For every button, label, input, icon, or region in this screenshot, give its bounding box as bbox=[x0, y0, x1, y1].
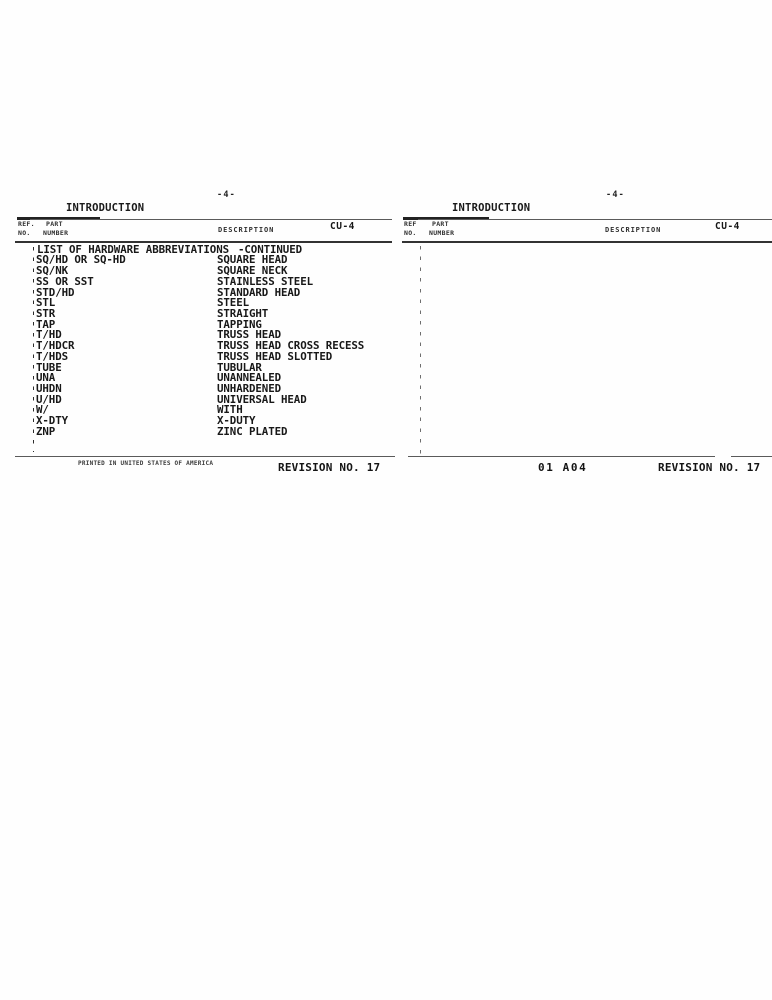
col-no-label: NO. bbox=[404, 228, 417, 237]
desc-cell: UNHARDENED bbox=[217, 382, 282, 396]
footer-rule-right-segment bbox=[731, 456, 772, 457]
col-description-label: DESCRIPTION bbox=[218, 226, 275, 234]
page-number: -4- bbox=[217, 190, 236, 200]
abbr-cell: UNA bbox=[36, 371, 56, 385]
col-no-label: NO. bbox=[18, 228, 31, 237]
desc-cell: ZINC PLATED bbox=[217, 424, 288, 438]
col-ref-label: REF. bbox=[18, 219, 35, 228]
desc-cell: TRUSS HEAD bbox=[217, 328, 282, 342]
abbr-cell: T/HD bbox=[36, 328, 62, 342]
col-number-label: NUMBER bbox=[429, 228, 455, 237]
col-ref-label: REF bbox=[404, 219, 417, 228]
abbr-cell: SS OR SST bbox=[36, 274, 94, 288]
footer-rule-left-segment bbox=[408, 456, 715, 457]
printed-in-usa-note: PRINTED IN UNITED STATES OF AMERICA bbox=[78, 459, 214, 467]
desc-cell: STANDARD HEAD bbox=[217, 285, 301, 299]
col-part-label: PART bbox=[432, 219, 449, 228]
abbr-cell: STL bbox=[36, 296, 56, 310]
footer-rule bbox=[15, 456, 395, 457]
revision-number: REVISION NO. 17 bbox=[658, 461, 761, 474]
desc-cell: TRUSS HEAD SLOTTED bbox=[217, 349, 333, 363]
desc-cell: STRAIGHT bbox=[217, 306, 269, 320]
desc-cell: TRUSS HEAD CROSS RECESS bbox=[217, 339, 365, 353]
desc-cell: STEEL bbox=[217, 296, 250, 310]
col-description-label: DESCRIPTION bbox=[605, 226, 662, 234]
desc-cell: WITH bbox=[217, 403, 243, 417]
abbreviation-row bbox=[0, 360, 400, 374]
page-number: -4- bbox=[606, 190, 625, 200]
desc-cell: SQUARE HEAD bbox=[217, 253, 288, 267]
abbr-cell: SQ/HD OR SQ-HD bbox=[36, 253, 126, 267]
document-code: 01 A04 bbox=[538, 461, 588, 474]
abbr-cell: TUBE bbox=[36, 360, 62, 374]
page-code: CU-4 bbox=[330, 220, 355, 232]
abbr-cell: T/HDCR bbox=[36, 339, 75, 353]
desc-cell: SQUARE NECK bbox=[217, 264, 288, 278]
col-part-label: PART bbox=[46, 219, 63, 228]
abbreviation-list bbox=[0, 255, 400, 437]
abbr-cell: STD/HD bbox=[36, 285, 75, 299]
abbreviation-row bbox=[0, 306, 400, 320]
abbr-cell: STR bbox=[36, 306, 56, 320]
abbreviation-row bbox=[0, 285, 400, 299]
desc-cell: X-DUTY bbox=[217, 414, 256, 428]
desc-cell: STAINLESS STEEL bbox=[217, 274, 314, 288]
list-title-continued: -CONTINUED bbox=[238, 242, 303, 256]
desc-cell: TAPPING bbox=[217, 317, 262, 331]
col-number-label: NUMBER bbox=[43, 228, 69, 237]
section-title: INTRODUCTION bbox=[66, 202, 145, 214]
header-rule-bottom bbox=[402, 241, 772, 243]
abbreviation-row bbox=[0, 424, 400, 438]
desc-cell: UNIVERSAL HEAD bbox=[217, 392, 307, 406]
abbr-cell: T/HDS bbox=[36, 349, 69, 363]
abbr-cell: UHDN bbox=[36, 382, 62, 396]
list-title: LIST OF HARDWARE ABBREVIATIONS bbox=[37, 242, 230, 256]
abbr-cell: U/HD bbox=[36, 392, 62, 406]
section-title: INTRODUCTION bbox=[452, 202, 531, 214]
abbr-cell: ZNP bbox=[36, 424, 56, 438]
page-code: CU-4 bbox=[715, 220, 740, 232]
abbr-cell: TAP bbox=[36, 317, 56, 331]
abbreviation-row bbox=[0, 416, 400, 427]
abbreviation-row bbox=[0, 392, 400, 406]
abbr-cell: X-DTY bbox=[36, 414, 69, 428]
column-tick-line bbox=[420, 246, 421, 454]
abbr-cell: SQ/NK bbox=[36, 264, 69, 278]
desc-cell: TUBULAR bbox=[217, 360, 262, 374]
desc-cell: UNANNEALED bbox=[217, 371, 282, 385]
abbr-cell: W/ bbox=[36, 403, 49, 417]
abbreviation-row bbox=[0, 298, 400, 309]
revision-number: REVISION NO. 17 bbox=[278, 461, 381, 474]
